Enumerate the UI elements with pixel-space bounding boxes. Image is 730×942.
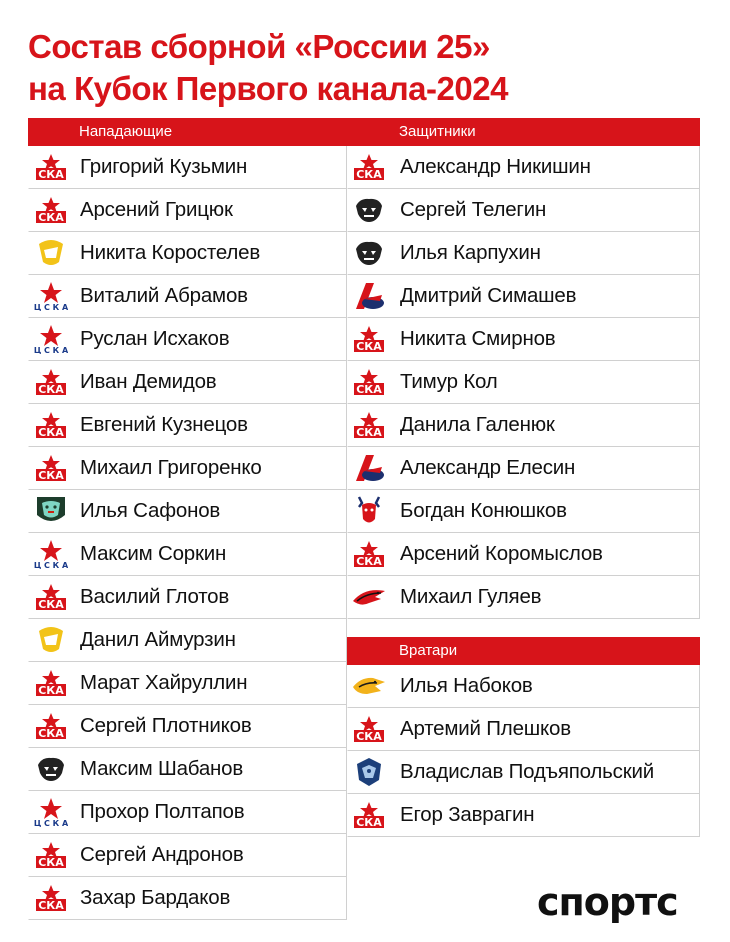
svg-text:СКА: СКА: [38, 598, 64, 611]
svg-text:СКА: СКА: [38, 211, 64, 224]
svg-text:СКА: СКА: [38, 899, 64, 912]
ska-logo-icon: [33, 452, 69, 484]
forward-player-row: [28, 576, 347, 619]
ska-logo-icon: [351, 409, 387, 441]
forward-player-row: [28, 834, 347, 877]
forward-player-name: Илья Сафонов: [80, 499, 221, 522]
forward-player-name: Сергей Плотников: [80, 714, 252, 737]
forward-player-name: Максим Соркин: [80, 542, 227, 565]
defender-player-name: Данила Галенюк: [400, 413, 555, 436]
svg-text:СКА: СКА: [356, 730, 382, 743]
forward-player-name: Руслан Исхаков: [80, 327, 230, 350]
ska-logo-icon: [351, 151, 387, 183]
forward-player-row: [28, 275, 347, 318]
ska-logo-icon: [33, 194, 69, 226]
defender-player-name: Богдан Конюшков: [400, 499, 567, 522]
forwards-header: Нападающие: [28, 118, 347, 146]
forward-player-name: Сергей Андронов: [80, 843, 244, 866]
forward-player-row: [28, 748, 347, 791]
goalie-player-name: Илья Набоков: [400, 674, 533, 697]
goalie-player-row: [347, 708, 700, 751]
ska-logo-icon: [33, 667, 69, 699]
lokomotiv-yellow-logo-icon: [33, 624, 69, 656]
defender-player-name: Александр Елесин: [400, 456, 576, 479]
forward-player-row: [28, 877, 347, 920]
goalie-player-name: Владислав Подъяпольский: [400, 760, 654, 783]
defender-player-name: Арсений Коромыслов: [400, 542, 603, 565]
forward-player-row: [28, 404, 347, 447]
svg-text:СКА: СКА: [38, 856, 64, 869]
sports-brand-logo: спортс: [537, 880, 678, 924]
cska-logo-icon: [33, 796, 69, 828]
svg-text:СКА: СКА: [38, 426, 64, 439]
forward-player-name: Максим Шабанов: [80, 757, 244, 780]
forward-player-row: [28, 318, 347, 361]
sibir-logo-icon: [351, 756, 387, 788]
forwards-column: [28, 118, 347, 920]
svg-text:СКА: СКА: [356, 816, 382, 829]
traktor-logo-icon: [33, 753, 69, 785]
forward-player-row: [28, 791, 347, 834]
svg-text:СКА: СКА: [356, 168, 382, 181]
forward-player-name: Василий Глотов: [80, 585, 230, 608]
defender-player-row: [347, 318, 700, 361]
defender-player-row: [347, 490, 700, 533]
goalies-header: Вратари: [347, 637, 700, 665]
cska-logo-icon: [33, 538, 69, 570]
cska-logo-icon: [33, 323, 69, 355]
ska-logo-icon: [351, 799, 387, 831]
defender-player-name: Александр Никишин: [400, 155, 591, 178]
svg-text:Ц С К А: Ц С К А: [34, 561, 68, 569]
page-title: [28, 26, 718, 110]
forward-player-name: Григорий Кузьмин: [80, 155, 248, 178]
title-line-1: Состав сборной «России 25»: [28, 28, 490, 65]
svg-text:Ц С К А: Ц С К А: [34, 303, 68, 311]
svg-text:Ц С К А: Ц С К А: [34, 819, 68, 827]
ska-logo-icon: [33, 366, 69, 398]
forward-player-name: Прохор Полтапов: [80, 800, 245, 823]
forward-player-row: [28, 490, 347, 533]
goalie-player-name: Артемий Плешков: [400, 717, 571, 740]
forward-player-name: Михаил Григоренко: [80, 456, 262, 479]
defender-player-row: [347, 447, 700, 490]
defender-player-row: [347, 361, 700, 404]
svg-text:СКА: СКА: [38, 168, 64, 181]
forward-player-name: Захар Бардаков: [80, 886, 231, 909]
goalie-player-row: [347, 751, 700, 794]
defender-player-row: [347, 232, 700, 275]
defender-player-row: [347, 189, 700, 232]
ska-logo-icon: [351, 538, 387, 570]
svg-text:СКА: СКА: [356, 340, 382, 353]
forward-player-row: [28, 146, 347, 189]
forward-player-row: [28, 619, 347, 662]
traktor-logo-icon: [351, 194, 387, 226]
svg-text:СКА: СКА: [38, 727, 64, 740]
defenders-list: [347, 146, 700, 619]
cska-logo-icon: [33, 280, 69, 312]
forwards-list: [28, 146, 347, 920]
forward-player-name: Данил Аймурзин: [80, 628, 236, 651]
ska-logo-icon: [33, 581, 69, 613]
svg-text:СКА: СКА: [38, 383, 64, 396]
lokomotiv-yellow-logo-icon: [33, 237, 69, 269]
ak-bars-logo-icon: [33, 495, 69, 527]
forward-player-name: Виталий Абрамов: [80, 284, 248, 307]
goalie-player-name: Егор Заврагин: [400, 803, 535, 826]
defender-player-row: [347, 146, 700, 189]
ska-logo-icon: [351, 713, 387, 745]
defender-player-row: [347, 275, 700, 318]
forward-player-row: [28, 662, 347, 705]
goalie-player-row: [347, 665, 700, 708]
defender-player-name: Никита Смирнов: [400, 327, 556, 350]
svg-text:Ц С К А: Ц С К А: [34, 346, 68, 354]
forward-player-row: [28, 232, 347, 275]
forward-player-row: [28, 189, 347, 232]
forward-player-name: Марат Хайруллин: [80, 671, 248, 694]
ska-logo-icon: [33, 882, 69, 914]
ska-logo-icon: [351, 366, 387, 398]
title-line-2: на Кубок Первого канала-2024: [28, 70, 508, 107]
defenders-header: Защитники: [347, 118, 700, 146]
defender-player-name: Илья Карпухин: [400, 241, 541, 264]
goalies-list: [347, 665, 700, 837]
defender-player-name: Сергей Телегин: [400, 198, 547, 221]
forward-player-name: Никита Коростелев: [80, 241, 261, 264]
svg-text:СКА: СКА: [356, 555, 382, 568]
metallurg-logo-icon: [351, 670, 387, 702]
defender-player-name: Михаил Гуляев: [400, 585, 542, 608]
goalie-player-row: [347, 794, 700, 837]
forward-player-row: [28, 361, 347, 404]
defender-player-name: Дмитрий Симашев: [400, 284, 577, 307]
forward-player-name: Арсений Грицюк: [80, 198, 233, 221]
torpedo-logo-icon: [351, 495, 387, 527]
defender-player-row: [347, 404, 700, 447]
forward-player-row: [28, 533, 347, 576]
ska-logo-icon: [33, 409, 69, 441]
lokomotiv-logo-icon: [351, 452, 387, 484]
avangard-logo-icon: [351, 581, 387, 613]
forward-player-name: Евгений Кузнецов: [80, 413, 248, 436]
ska-logo-icon: [33, 710, 69, 742]
traktor-logo-icon: [351, 237, 387, 269]
ska-logo-icon: [33, 839, 69, 871]
forward-player-row: [28, 705, 347, 748]
ska-logo-icon: [351, 323, 387, 355]
ska-logo-icon: [33, 151, 69, 183]
svg-text:СКА: СКА: [356, 383, 382, 396]
forward-player-row: [28, 447, 347, 490]
forward-player-name: Иван Демидов: [80, 370, 217, 393]
section-gap: [347, 619, 700, 637]
defenders-goalies-column: [347, 118, 700, 837]
svg-text:СКА: СКА: [356, 426, 382, 439]
defender-player-row: [347, 576, 700, 619]
defender-player-row: [347, 533, 700, 576]
defender-player-name: Тимур Кол: [400, 370, 498, 393]
lokomotiv-logo-icon: [351, 280, 387, 312]
svg-text:СКА: СКА: [38, 684, 64, 697]
svg-text:СКА: СКА: [38, 469, 64, 482]
